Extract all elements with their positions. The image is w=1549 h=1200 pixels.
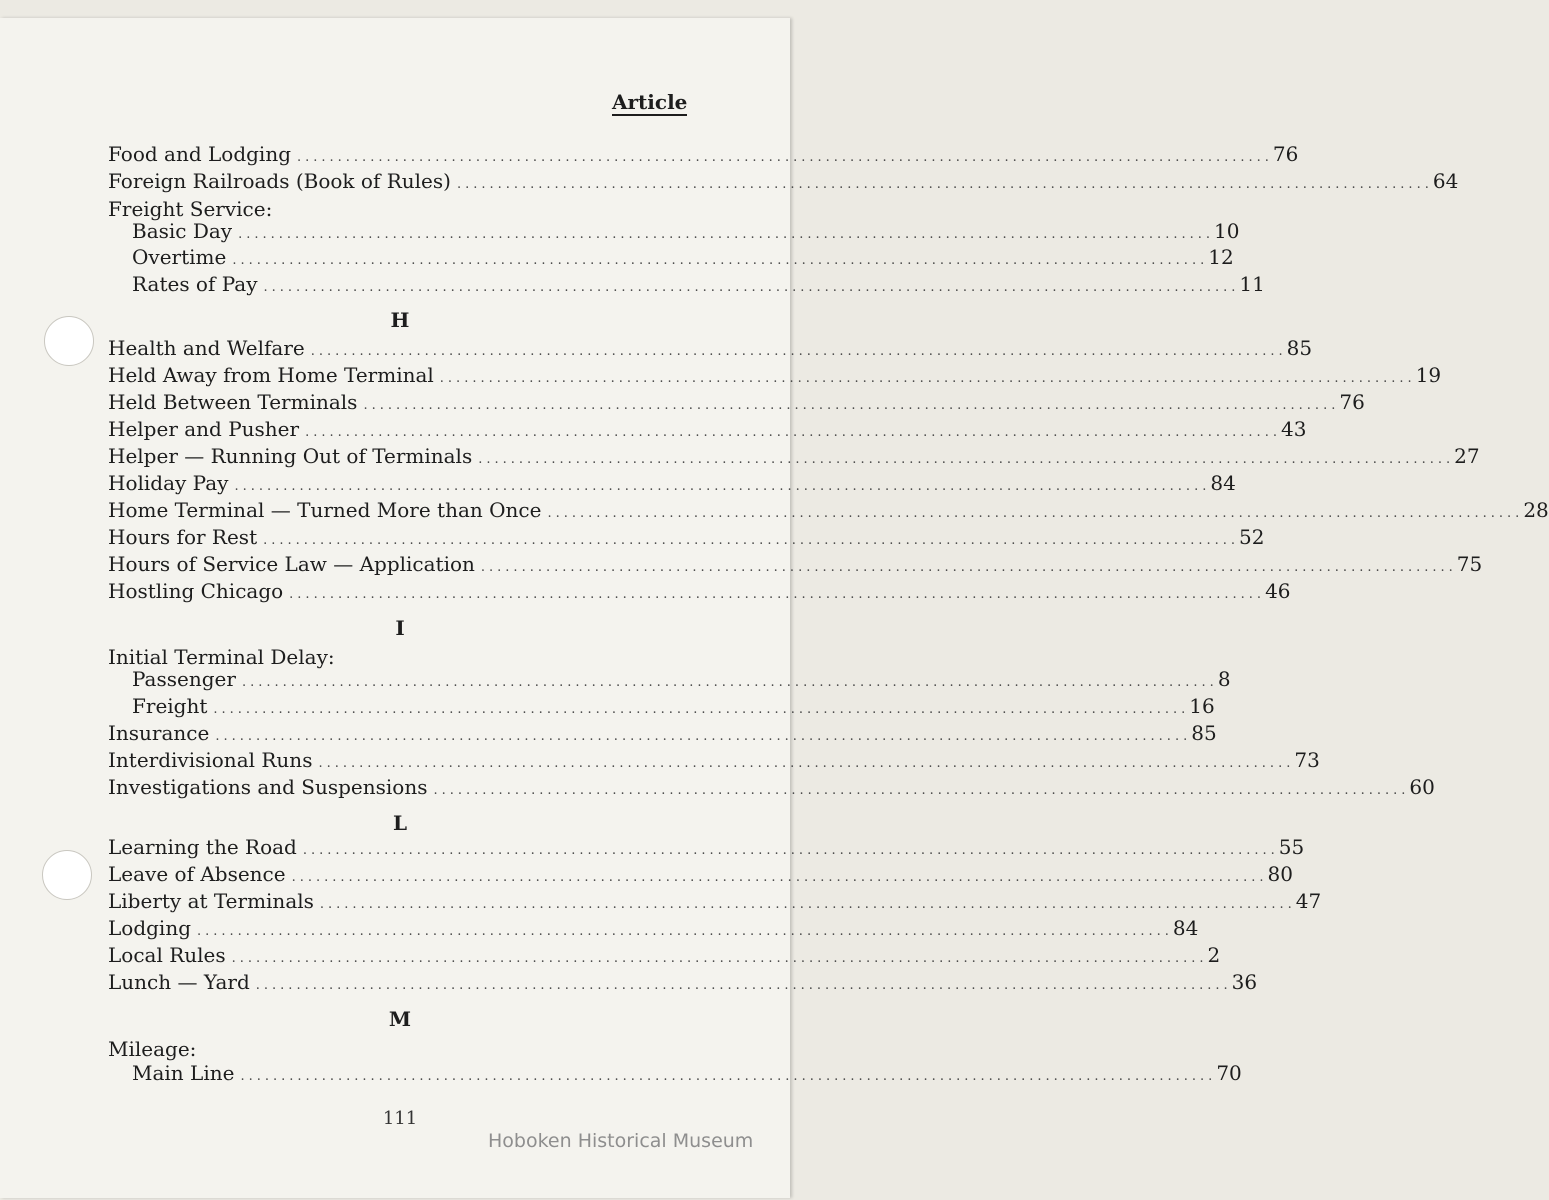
entry-label: Food and Lodging [108,142,291,166]
entry-label: Holiday Pay [108,471,229,495]
entry-label: Basic Day [132,219,233,243]
index-entry-investigations [108,774,1435,800]
index-subentry-rates-of-pay [132,271,1265,297]
leader-dots: ........................................................................................................................ [215,729,1192,744]
entry-article: 46 [1265,579,1291,603]
leader-dots: ........................................................................................................................ [291,870,1268,885]
entry-label: Held Away from Home Terminal [108,363,434,387]
entry-article: 12 [1208,245,1234,269]
leader-dots: ........................................................................................................................ [305,425,1281,440]
entry-label: Insurance [108,721,210,745]
entry-article: 70 [1216,1061,1242,1085]
index-entry-local-rules [108,942,1221,968]
index-entry-interdivisional-runs [108,747,1320,773]
leader-dots: ........................................................................................................................ [289,587,1266,602]
index-entry-helper-and-pusher [108,416,1307,442]
entry-label: Hostling Chicago [108,579,284,603]
leader-dots: ........................................................................................................................ [231,951,1208,966]
leader-dots: ........................................................................................................................ [433,783,1410,798]
index-entry-learning-the-road [108,834,1305,860]
entry-label: Freight [132,694,208,718]
entry-article: 47 [1295,889,1322,913]
index-entry-leave-of-absence [108,861,1293,887]
article-column-header: Article [612,90,688,114]
entry-label: Hours for Rest [108,525,258,549]
index-subentry-passenger [132,666,1231,692]
leader-dots: ........................................................................................................................ [197,924,1173,939]
index-heading-initial-terminal-delay: Initial Terminal Delay: [108,645,335,669]
entry-label: Interdivisional Runs [108,748,313,772]
leader-dots: ........................................................................................................................ [302,843,1279,858]
entry-article: 11 [1239,272,1265,296]
entry-label: Leave of Absence [108,862,286,886]
entry-article: 28 [1523,498,1549,522]
leader-dots: ........................................................................................................................ [213,702,1190,717]
index-entry-helper-running-out [108,443,1480,469]
entry-label: Passenger [132,667,236,691]
leader-dots: ........................................................................................................................ [547,506,1524,521]
entry-article: 76 [1272,142,1299,166]
index-entry-holiday-pay [108,470,1236,496]
leader-dots: ........................................................................................................................ [310,344,1287,359]
entry-article: 84 [1172,916,1199,940]
index-entry-liberty-at-terminals [108,888,1322,914]
entry-label: Local Rules [108,943,226,967]
index-entry-hours-for-rest [108,524,1265,550]
entry-label: Main Line [132,1061,235,1085]
entry-label: Helper and Pusher [108,417,300,441]
index-entry-lodging [108,915,1199,941]
entry-article: 55 [1278,835,1305,859]
entry-label: Rates of Pay [132,272,258,296]
entry-article: 43 [1280,417,1307,441]
index-subentry-basic-day [132,218,1240,244]
entry-article: 84 [1210,471,1236,495]
leader-dots: ........................................................................................................................ [318,756,1295,771]
leader-dots: ........................................................................................................................ [456,177,1433,192]
index-heading-freight-service: Freight Service: [108,197,273,221]
entry-article: 76 [1339,390,1365,414]
leader-dots: ........................................................................................................................ [234,479,1211,494]
index-entry-insurance [108,720,1217,746]
index-entry-health-and-welfare [108,335,1313,361]
entry-label: Home Terminal — Turned More than Once [108,498,542,522]
section-letter-l: L [392,811,408,835]
entry-article: 73 [1294,748,1320,772]
entry-article: 85 [1286,336,1313,360]
section-letter-h: H [390,308,410,332]
entry-article: 2 [1207,943,1221,967]
leader-dots: ........................................................................................................................ [297,150,1273,165]
entry-label: Lodging [108,916,192,940]
leader-dots: ........................................................................................................................ [240,1069,1217,1084]
entry-article: 75 [1456,552,1483,576]
index-entry-foreign-railroads [108,168,1459,194]
entry-article: 27 [1454,444,1480,468]
section-letter-i: I [395,616,405,640]
entry-article: 85 [1191,721,1217,745]
entry-label: Learning the Road [108,835,297,859]
leader-dots: ........................................................................................................................ [255,978,1232,993]
entry-article: 16 [1189,694,1215,718]
entry-label: Helper — Running Out of Terminals [108,444,473,468]
index-subentry-overtime [132,244,1234,270]
index-entry-home-terminal [108,497,1549,523]
index-entry-hours-of-service-law [108,551,1483,577]
leader-dots: ........................................................................................................................ [263,280,1240,295]
index-entry-held-between [108,389,1365,415]
entry-article: 52 [1239,525,1265,549]
binder-hole-top [44,316,94,366]
entry-article: 64 [1432,169,1459,193]
index-subentry-freight [132,693,1215,719]
leader-dots: ........................................................................................................................ [363,398,1340,413]
entry-label: Investigations and Suspensions [108,775,428,799]
index-entry-lunch-yard [108,969,1258,995]
index-subentry-main-line [132,1060,1242,1086]
entry-article: 8 [1217,667,1231,691]
index-heading-mileage: Mileage: [108,1037,197,1061]
entry-article: 19 [1415,363,1442,387]
museum-watermark: Hoboken Historical Museum [488,1130,754,1152]
leader-dots: ........................................................................................................................ [439,371,1416,386]
leader-dots: ........................................................................................................................ [238,227,1214,242]
leader-dots: ........................................................................................................................ [232,253,1209,268]
index-entry-food-and-lodging [108,141,1299,167]
page-number: 111 [382,1108,418,1129]
leader-dots: ........................................................................................................................ [319,897,1296,912]
index-entry-hostling-chicago [108,578,1291,604]
section-letter-m: M [388,1007,412,1031]
leader-dots: ........................................................................................................................ [478,452,1455,467]
entry-label: Lunch — Yard [108,970,250,994]
entry-label: Overtime [132,245,227,269]
binder-hole-bottom [42,850,92,900]
entry-label: Foreign Railroads (Book of Rules) [108,169,451,193]
leader-dots: ........................................................................................................................ [263,533,1239,548]
entry-article: 10 [1214,219,1240,243]
entry-label: Held Between Terminals [108,390,358,414]
entry-label: Health and Welfare [108,336,305,360]
entry-label: Liberty at Terminals [108,889,314,913]
entry-article: 36 [1231,970,1258,994]
index-entry-held-away [108,362,1442,388]
entry-label: Hours of Service Law — Application [108,552,475,576]
leader-dots: ........................................................................................................................ [480,560,1457,575]
entry-article: 80 [1267,862,1293,886]
leader-dots: ........................................................................................................................ [241,675,1218,690]
entry-article: 60 [1409,775,1435,799]
